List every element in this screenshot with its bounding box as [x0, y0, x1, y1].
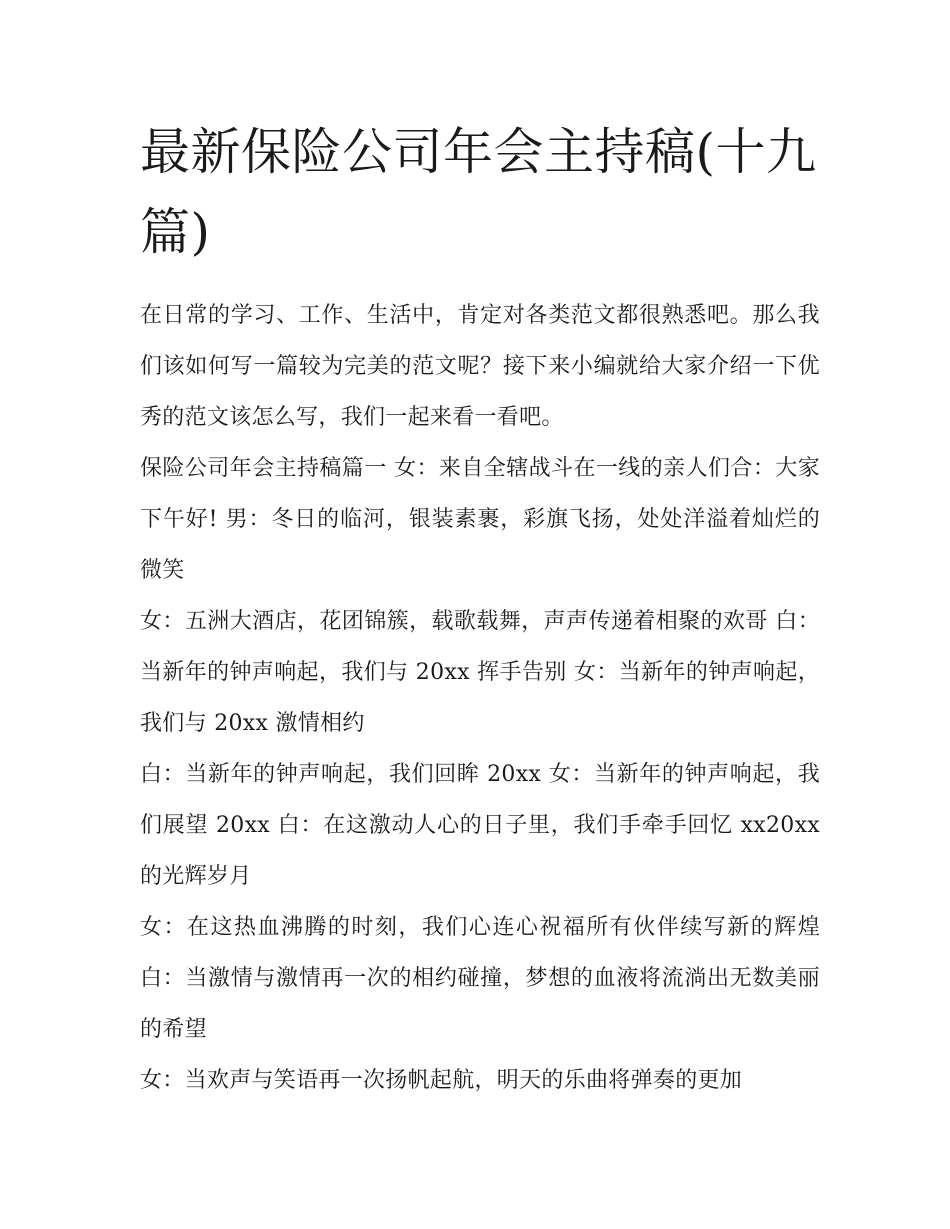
- document-content: [140, 112, 820, 1106]
- paragraph-4: 女：在这热血沸腾的时刻，我们心连心祝福所有伙伴续写新的辉煌 白：当激情与激情再一次的相约碰撞，梦想的血液将流淌出无数美丽的希望: [140, 915, 820, 1042]
- document-title: 最新保险公司年会主持稿(十九篇): [140, 123, 817, 261]
- paragraph-2: 女：五洲大酒店，花团锦簇，载歌载舞，声声传递着相聚的欢哥 白：当新年的钟声响起，我们与 20xx 挥手告别 女：当新年的钟声响起，我们与 20xx 激情相约: [140, 609, 820, 736]
- paragraph-5: 女：当欢声与笑语再一次扬帆起航，明天的乐曲将弹奏的更加: [140, 1068, 743, 1093]
- paragraph-intro: 在日常的学习、工作、生活中，肯定对各类范文都很熟悉吧。那么我们该如何写一篇较为完美的范文呢？接下来小编就给大家介绍一下优秀的范文该怎么写，我们一起来看一看吧。: [140, 303, 820, 430]
- paragraph-1: 保险公司年会主持稿篇一 女：来自全辖战斗在一线的亲人们合：大家下午好! 男：冬日的临河，银装素裹，彩旗飞扬，处处洋溢着灿烂的微笑: [140, 456, 820, 583]
- paragraph-3: 白：当新年的钟声响起，我们回眸 20xx 女：当新年的钟声响起，我们展望 20xx 白：在这激动人心的日子里，我们手牵手回忆 xx20xx 的光辉岁月: [140, 762, 820, 889]
